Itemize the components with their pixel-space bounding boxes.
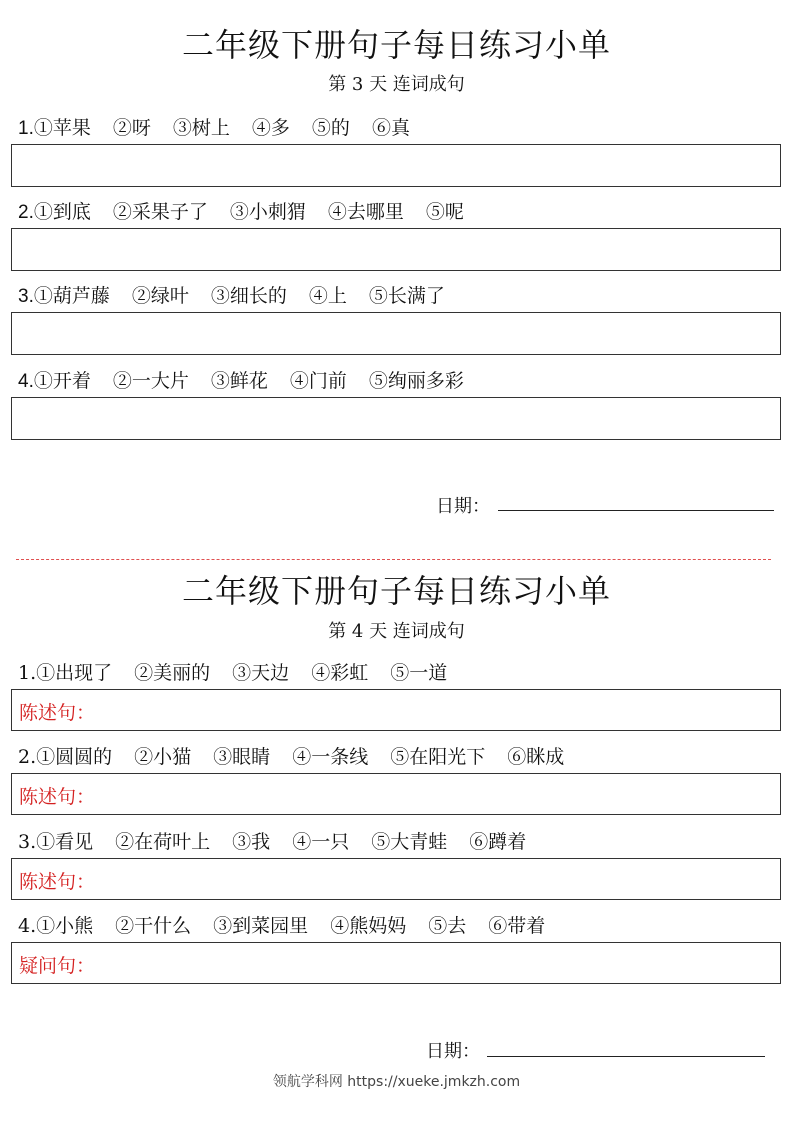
sheet1-date-line[interactable] xyxy=(498,510,774,511)
option: ⑤长满了 xyxy=(368,285,445,307)
sheet1-title: 二年级下册句子每日练习小单 xyxy=(181,26,611,64)
option: ③我 xyxy=(232,831,271,853)
option: ④一只 xyxy=(292,831,350,853)
option: ③天边 xyxy=(232,662,290,684)
option: ⑥眯成 xyxy=(507,746,565,768)
option: ④多 xyxy=(251,117,290,139)
option: ①开着 xyxy=(33,370,91,392)
option: ④彩虹 xyxy=(311,662,369,684)
footer-watermark: 领航学科网 https://xueke.jmkzh.com xyxy=(272,1074,521,1090)
sheet2-answer-box-3[interactable] xyxy=(11,858,781,900)
sentence-type-label: 陈述句： xyxy=(19,871,96,893)
question-number: 2. xyxy=(18,202,34,223)
sentence-type-label: 疑问句： xyxy=(19,955,96,977)
sheet1-question-4 xyxy=(18,366,464,393)
option: ①看见 xyxy=(36,831,94,853)
sheet1-date xyxy=(436,492,490,518)
question-number: 3. xyxy=(18,831,37,853)
sentence-type-label: 陈述句： xyxy=(19,786,96,808)
sheet1-question-2 xyxy=(18,197,464,224)
sheet2-date-line[interactable] xyxy=(487,1056,765,1057)
option: ④门前 xyxy=(289,370,347,392)
option: ②在荷叶上 xyxy=(115,831,211,853)
option: ①圆圆的 xyxy=(36,746,113,768)
option: ⑤绚丽多彩 xyxy=(368,370,464,392)
sentence-type-label: 陈述句： xyxy=(19,702,96,724)
option: ③眼睛 xyxy=(213,746,271,768)
option: ③小刺猬 xyxy=(229,201,306,223)
option: ⑥真 xyxy=(371,117,410,139)
sheet2-title: 二年级下册句子每日练习小单 xyxy=(181,572,611,610)
sheet2-question-1 xyxy=(18,658,447,685)
option: ①到底 xyxy=(33,201,91,223)
question-number: 1. xyxy=(18,662,37,684)
sheet1-answer-box-2[interactable] xyxy=(11,228,781,271)
sheet2-question-4 xyxy=(18,911,545,938)
date-label: 日期： xyxy=(436,496,490,517)
sheet2-question-3 xyxy=(18,827,526,854)
sheet1-subtitle: 第 3 天 连词成句 xyxy=(328,74,465,95)
option: ③细长的 xyxy=(210,285,287,307)
question-number: 4. xyxy=(18,371,34,392)
sheet1-answer-box-1[interactable] xyxy=(11,144,781,187)
sheet1-answer-box-4[interactable] xyxy=(11,397,781,440)
sheet2-answer-box-2[interactable] xyxy=(11,773,781,815)
option: ①苹果 xyxy=(33,117,91,139)
sheet2-answer-box-1[interactable] xyxy=(11,689,781,731)
option: ②小猫 xyxy=(134,746,192,768)
option: ⑤一道 xyxy=(390,662,448,684)
sheet1-question-1 xyxy=(18,113,410,140)
option: ②呀 xyxy=(112,117,151,139)
option: ⑤的 xyxy=(311,117,350,139)
option: ④去哪里 xyxy=(327,201,404,223)
option: ①小熊 xyxy=(36,915,94,937)
date-label: 日期： xyxy=(426,1041,480,1062)
sheet2-question-2 xyxy=(18,742,564,769)
option: ②一大片 xyxy=(112,370,189,392)
sheet1-answer-box-3[interactable] xyxy=(11,312,781,355)
sheet2-answer-box-4[interactable] xyxy=(11,942,781,984)
option: ⑤呢 xyxy=(425,201,464,223)
option: ④一条线 xyxy=(292,746,369,768)
sheet2-date xyxy=(426,1037,480,1063)
option: ①葫芦藤 xyxy=(33,285,110,307)
option: ②干什么 xyxy=(115,915,192,937)
option: ①出现了 xyxy=(36,662,113,684)
option: ④上 xyxy=(308,285,347,307)
option: ②采果子了 xyxy=(112,201,208,223)
option: ④熊妈妈 xyxy=(330,915,407,937)
sheet-divider xyxy=(16,559,771,560)
option: ⑥蹲着 xyxy=(469,831,527,853)
option: ⑤去 xyxy=(428,915,467,937)
option: ⑤大青蛙 xyxy=(371,831,448,853)
question-number: 2. xyxy=(18,746,37,768)
question-number: 4. xyxy=(18,915,37,937)
option: ③树上 xyxy=(172,117,230,139)
option: ⑥带着 xyxy=(488,915,546,937)
question-number: 1. xyxy=(18,118,34,139)
option: ②美丽的 xyxy=(134,662,211,684)
question-number: 3. xyxy=(18,286,34,307)
option: ⑤在阳光下 xyxy=(390,746,486,768)
option: ③鲜花 xyxy=(210,370,268,392)
option: ②绿叶 xyxy=(131,285,189,307)
sheet1-question-3 xyxy=(18,281,445,308)
option: ③到菜园里 xyxy=(213,915,309,937)
sheet2-subtitle: 第 4 天 连词成句 xyxy=(328,621,465,642)
